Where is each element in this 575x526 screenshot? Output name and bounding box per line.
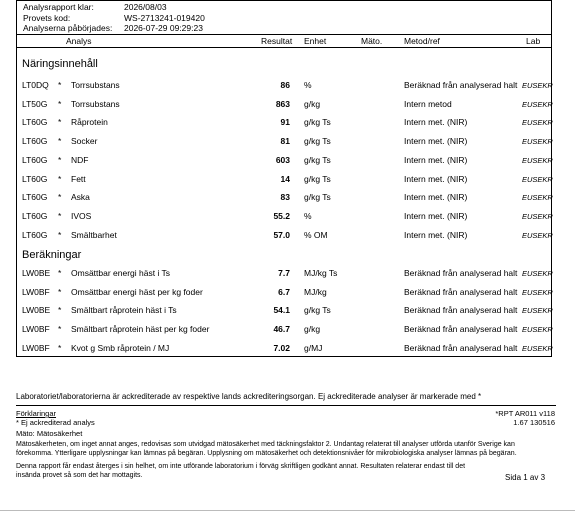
forklaringar-label: Förklaringar: [16, 409, 57, 418]
analysis-name: Omsättbar energi häst i Ts: [71, 268, 171, 278]
accreditation-star: *: [58, 154, 62, 165]
analysis-name: Torrsubstans: [71, 98, 120, 109]
section-title-naringsinnehall: Näringsinnehåll: [22, 58, 98, 70]
table-row: [16, 192, 552, 206]
result-value: 81: [280, 136, 290, 147]
unit-value: g/kg Ts: [304, 154, 331, 165]
method-ref: Intern met. (NIR): [404, 117, 468, 128]
lab-code: EUSEKR: [522, 211, 553, 221]
table-row: [16, 268, 552, 282]
col-metod: Metod/ref: [404, 36, 440, 46]
header-right-border: [551, 0, 552, 34]
table-row: [16, 211, 552, 225]
lab-code: EUSEKR: [522, 343, 553, 353]
result-value: 14: [280, 173, 290, 184]
analysis-name: Råprotein: [71, 117, 108, 128]
unit-value: % OM: [304, 229, 328, 240]
lab-code: EUSEKR: [522, 325, 553, 335]
result-value: 7.7: [278, 268, 290, 278]
analysis-code: LT60G: [22, 136, 48, 147]
method-ref: Intern metod: [404, 98, 452, 109]
analysis-code: LW0BE: [22, 305, 51, 316]
lab-code: EUSEKR: [522, 118, 553, 128]
lab-code: EUSEKR: [522, 174, 553, 184]
result-value: 91: [280, 117, 290, 128]
result-value: 86: [280, 80, 290, 90]
unit-value: %: [304, 80, 312, 90]
table-row: [16, 324, 552, 338]
mato-note: Mäto: Mätosäkerhet: [16, 429, 83, 438]
sample-code-value: WS-2713241-019420: [124, 13, 205, 23]
method-ref: Intern met. (NIR): [404, 229, 468, 240]
result-value: 57.0: [273, 229, 290, 240]
analysis-code: LT0DQ: [22, 80, 49, 90]
rpt-code: *RPT AR011 v118: [495, 409, 555, 418]
accreditation-star: *: [58, 192, 62, 203]
analysis-name: Socker: [71, 136, 98, 147]
method-ref: Beräknad från analyserad halt: [404, 268, 518, 278]
analysis-name: IVOS: [71, 210, 92, 221]
lab-code: EUSEKR: [522, 193, 553, 203]
table-row: [16, 155, 552, 169]
unit-value: %: [304, 210, 312, 221]
unit-value: g/kg Ts: [304, 117, 331, 128]
copy-text-2: insända provet så som det har mottagits.: [16, 472, 143, 479]
method-ref: Intern met. (NIR): [404, 210, 468, 221]
accreditation-star: *: [58, 342, 62, 353]
unit-value: g/kg Ts: [304, 305, 331, 316]
accreditation-star: *: [58, 173, 62, 184]
method-ref: Beräknad från analyserad halt: [404, 80, 518, 90]
analysis-name: Fett: [71, 173, 86, 184]
result-value: 46.7: [273, 324, 290, 335]
analysis-name: Kvot g Smb råprotein / MJ: [71, 342, 170, 353]
unit-value: MJ/kg: [304, 286, 327, 297]
table-row: [16, 287, 552, 301]
analysis-code: LT60G: [22, 192, 48, 203]
col-enhet: Enhet: [304, 36, 327, 46]
unit-value: g/kg: [304, 98, 321, 109]
method-ref: Beräknad från analyserad halt: [404, 305, 518, 316]
table-row: [16, 305, 552, 319]
unit-value: g/kg Ts: [304, 192, 331, 203]
uncertainty-text-1: Mätosäkerheten, om inget annat anges, redovisas som utvidgad mätosäkerhet med täckningsfaktor 2. Undantag relaterat till analyser utförda utanför Sverige kan: [16, 441, 515, 448]
table-row: [16, 174, 552, 188]
top-border-line: [16, 0, 552, 1]
lab-code: EUSEKR: [522, 99, 553, 109]
analysis-name: NDF: [71, 154, 89, 165]
analysis-code: LT60G: [22, 229, 48, 240]
accreditation-star: *: [58, 286, 62, 297]
lab-code: EUSEKR: [522, 81, 553, 90]
result-value: 7.02: [273, 342, 290, 353]
method-ref: Intern met. (NIR): [404, 136, 468, 147]
method-ref: Intern met. (NIR): [404, 192, 468, 203]
table-row: [16, 136, 552, 150]
analysis-code: LT60G: [22, 117, 48, 128]
lab-code: EUSEKR: [522, 306, 553, 316]
report-ready-label: Analysrapport klar:: [23, 2, 94, 12]
ej-ackrediterad-note: * Ej ackrediterad analys: [16, 418, 95, 427]
accreditation-star: *: [58, 268, 62, 278]
result-value: 83: [280, 192, 290, 203]
accreditation-star: *: [58, 117, 62, 128]
unit-value: g/kg Ts: [304, 136, 331, 147]
page-number: Sida 1 av 3: [505, 473, 546, 482]
accreditation-star: *: [58, 324, 62, 335]
footer-divider: [16, 405, 556, 406]
method-ref: Intern met. (NIR): [404, 154, 468, 165]
sample-code-label: Provets kod:: [23, 13, 71, 23]
section-title-berakningar: Beräkningar: [22, 249, 82, 261]
table-header: [16, 34, 552, 48]
accreditation-star: *: [58, 80, 62, 90]
started-value: 2026-07-29 09:29:23: [124, 23, 203, 33]
report-ready-value: 2026/08/03: [124, 2, 167, 12]
analysis-code: LT60G: [22, 173, 48, 184]
table-row: [16, 117, 552, 131]
unit-value: MJ/kg Ts: [304, 268, 338, 278]
started-label: Analyserna påbörjades:: [23, 23, 113, 33]
accreditation-star: *: [58, 98, 62, 109]
result-value: 55.2: [273, 210, 290, 221]
table-row: [16, 99, 552, 113]
method-ref: Intern met. (NIR): [404, 173, 468, 184]
unit-value: g/MJ: [304, 342, 323, 353]
analysis-code: LW0BF: [22, 286, 50, 297]
analysis-name: Aska: [71, 192, 90, 203]
accreditation-star: *: [58, 136, 62, 147]
unit-value: g/kg Ts: [304, 173, 331, 184]
analysis-code: LT60G: [22, 154, 48, 165]
analysis-name: Smältbart råprotein häst per kg foder: [71, 324, 210, 335]
uncertainty-text-2: förekomma. Ytterligare upplysningar kan lämnas på begäran. Upplysning om mätosäkerhet och detektionsnivåer för mikrobiologiska analyser lämnas på begäran.: [16, 450, 517, 457]
lab-code: EUSEKR: [522, 155, 553, 165]
copy-text-1: Denna rapport får endast återges i sin helhet, om inte utförande laboratorium i förväg skriftligen godkänt annat. Resultaten relaterar endast till det: [16, 463, 466, 470]
header-left-border: [16, 0, 17, 34]
table-row: [16, 343, 552, 357]
analysis-code: LT60G: [22, 210, 48, 221]
analysis-name: Smältbart råprotein häst i Ts: [71, 305, 177, 316]
unit-value: g/kg: [304, 324, 321, 335]
analysis-name: Smältbarhet: [71, 229, 117, 240]
accreditation-star: *: [58, 210, 62, 221]
analysis-code: LT50G: [22, 98, 48, 109]
analysis-name: Omsättbar energi häst per kg foder: [71, 286, 203, 297]
result-value: 603: [275, 154, 290, 165]
lab-code: EUSEKR: [522, 269, 553, 278]
lab-code: EUSEKR: [522, 230, 553, 240]
analysis-code: LW0BF: [22, 324, 50, 335]
col-resultat: Resultat: [261, 36, 293, 46]
method-ref: Beräknad från analyserad halt: [404, 342, 518, 353]
result-value: 54.1: [273, 305, 290, 316]
lab-code: EUSEKR: [522, 137, 553, 147]
analysis-code: LW0BF: [22, 342, 50, 353]
rpt-number: 1.67 130516: [513, 418, 555, 427]
result-value: 6.7: [278, 286, 290, 297]
method-ref: Beräknad från analyserad halt: [404, 286, 518, 297]
accreditation-note: Laboratoriet/laboratorierna är ackrediterade av respektive lands ackrediteringsorgan. Ej ackrediterade analyser är markerade med *: [16, 392, 482, 401]
result-value: 863: [275, 98, 290, 109]
analysis-code: LW0BE: [22, 268, 51, 278]
table-row: [16, 230, 552, 244]
table-row: [16, 80, 552, 94]
col-mato: Mäto.: [361, 36, 383, 46]
accreditation-star: *: [58, 305, 62, 316]
bottom-divider: [0, 510, 575, 511]
method-ref: Beräknad från analyserad halt: [404, 324, 518, 335]
col-analys: Analys: [66, 36, 92, 46]
lab-code: EUSEKR: [522, 287, 553, 297]
analysis-name: Torrsubstans: [71, 80, 120, 90]
accreditation-star: *: [58, 229, 62, 240]
col-lab: Lab: [526, 36, 541, 46]
